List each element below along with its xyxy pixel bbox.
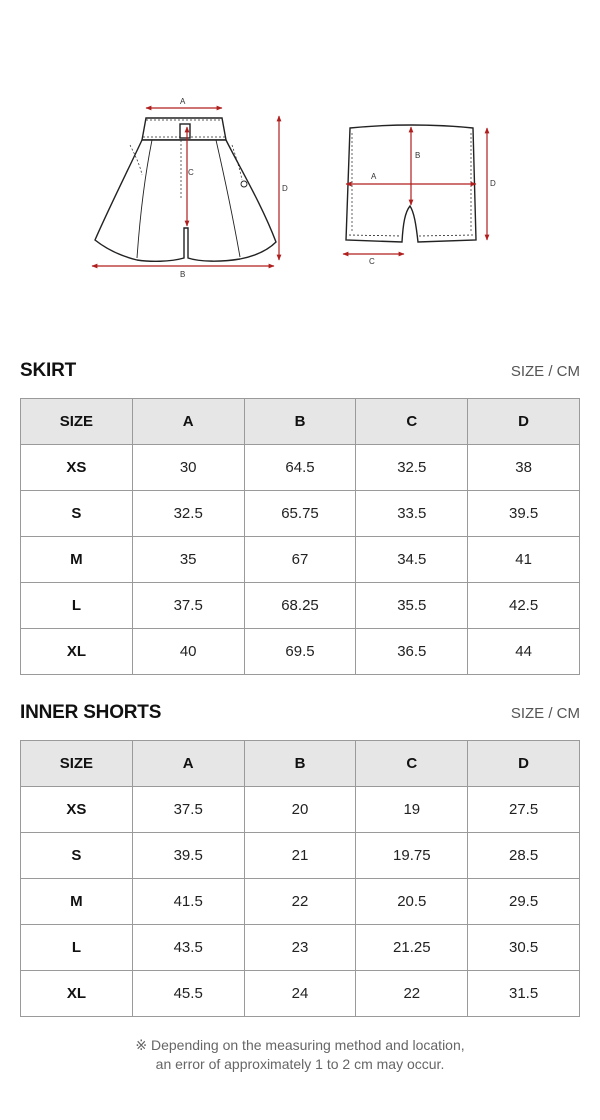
size-cell: XS: [21, 787, 133, 833]
value-cell: 41.5: [132, 879, 244, 925]
value-cell: 24: [244, 971, 356, 1017]
value-cell: 42.5: [468, 583, 580, 629]
value-cell: 34.5: [356, 537, 468, 583]
value-cell: 39.5: [468, 491, 580, 537]
measurement-diagram: [0, 0, 600, 330]
skirt-label-c: C: [188, 168, 194, 177]
table-row: [21, 879, 580, 925]
table-header-row: [21, 399, 580, 445]
skirt-title: SKIRT: [20, 360, 77, 381]
table-row: [21, 491, 580, 537]
shorts-label-d: D: [490, 179, 496, 188]
column-header: A: [132, 399, 244, 445]
table-row: [21, 583, 580, 629]
shorts-title: INNER SHORTS: [20, 702, 162, 723]
note-line-1: ※ Depending on the measuring method and location,: [135, 1037, 465, 1053]
column-header: D: [468, 399, 580, 445]
value-cell: 44: [468, 629, 580, 675]
shorts-unit: SIZE / CM: [510, 705, 580, 722]
table-row: [21, 629, 580, 675]
value-cell: 40: [132, 629, 244, 675]
table-row: [21, 971, 580, 1017]
value-cell: 31.5: [468, 971, 580, 1017]
size-cell: S: [21, 833, 133, 879]
skirt-size-table: [20, 398, 580, 675]
value-cell: 37.5: [132, 787, 244, 833]
value-cell: 30: [132, 445, 244, 491]
value-cell: 37.5: [132, 583, 244, 629]
value-cell: 41: [468, 537, 580, 583]
value-cell: 22: [244, 879, 356, 925]
size-cell: S: [21, 491, 133, 537]
value-cell: 35.5: [356, 583, 468, 629]
value-cell: 43.5: [132, 925, 244, 971]
value-cell: 23: [244, 925, 356, 971]
value-cell: 45.5: [132, 971, 244, 1017]
skirt-unit: SIZE / CM: [510, 363, 580, 380]
value-cell: 69.5: [244, 629, 356, 675]
shorts-size-table: [20, 740, 580, 1017]
value-cell: 29.5: [468, 879, 580, 925]
value-cell: 20.5: [356, 879, 468, 925]
skirt-label-b: B: [180, 270, 186, 279]
table-row: [21, 537, 580, 583]
table-row: [21, 445, 580, 491]
size-cell: XL: [21, 629, 133, 675]
value-cell: 68.25: [244, 583, 356, 629]
skirt-section-header: [20, 360, 580, 386]
skirt-label-a: A: [180, 97, 186, 106]
value-cell: 30.5: [468, 925, 580, 971]
column-header: A: [132, 741, 244, 787]
value-cell: 36.5: [356, 629, 468, 675]
note-line-2: an error of approximately 1 to 2 cm may occur.: [155, 1056, 445, 1072]
size-cell: XL: [21, 971, 133, 1017]
shorts-label-c: C: [369, 257, 375, 266]
shorts-label-b: B: [415, 151, 421, 160]
value-cell: 21.25: [356, 925, 468, 971]
skirt-label-d: D: [282, 184, 288, 193]
value-cell: 32.5: [356, 445, 468, 491]
column-header: B: [244, 741, 356, 787]
size-cell: M: [21, 879, 133, 925]
value-cell: 20: [244, 787, 356, 833]
value-cell: 28.5: [468, 833, 580, 879]
column-header: SIZE: [21, 399, 133, 445]
table-row: [21, 787, 580, 833]
measurement-note: [0, 1036, 600, 1074]
value-cell: 38: [468, 445, 580, 491]
value-cell: 22: [356, 971, 468, 1017]
size-cell: L: [21, 925, 133, 971]
column-header: D: [468, 741, 580, 787]
column-header: B: [244, 399, 356, 445]
column-header: SIZE: [21, 741, 133, 787]
column-header: C: [356, 741, 468, 787]
table-header-row: [21, 741, 580, 787]
value-cell: 19: [356, 787, 468, 833]
value-cell: 19.75: [356, 833, 468, 879]
value-cell: 65.75: [244, 491, 356, 537]
column-header: C: [356, 399, 468, 445]
value-cell: 64.5: [244, 445, 356, 491]
shorts-section-header: [20, 702, 580, 728]
value-cell: 32.5: [132, 491, 244, 537]
shorts-label-a: A: [371, 172, 377, 181]
table-row: [21, 833, 580, 879]
value-cell: 33.5: [356, 491, 468, 537]
size-cell: M: [21, 537, 133, 583]
value-cell: 67: [244, 537, 356, 583]
size-cell: L: [21, 583, 133, 629]
value-cell: 39.5: [132, 833, 244, 879]
value-cell: 21: [244, 833, 356, 879]
table-row: [21, 925, 580, 971]
value-cell: 35: [132, 537, 244, 583]
size-cell: XS: [21, 445, 133, 491]
value-cell: 27.5: [468, 787, 580, 833]
skirt-illustration: [95, 118, 276, 261]
